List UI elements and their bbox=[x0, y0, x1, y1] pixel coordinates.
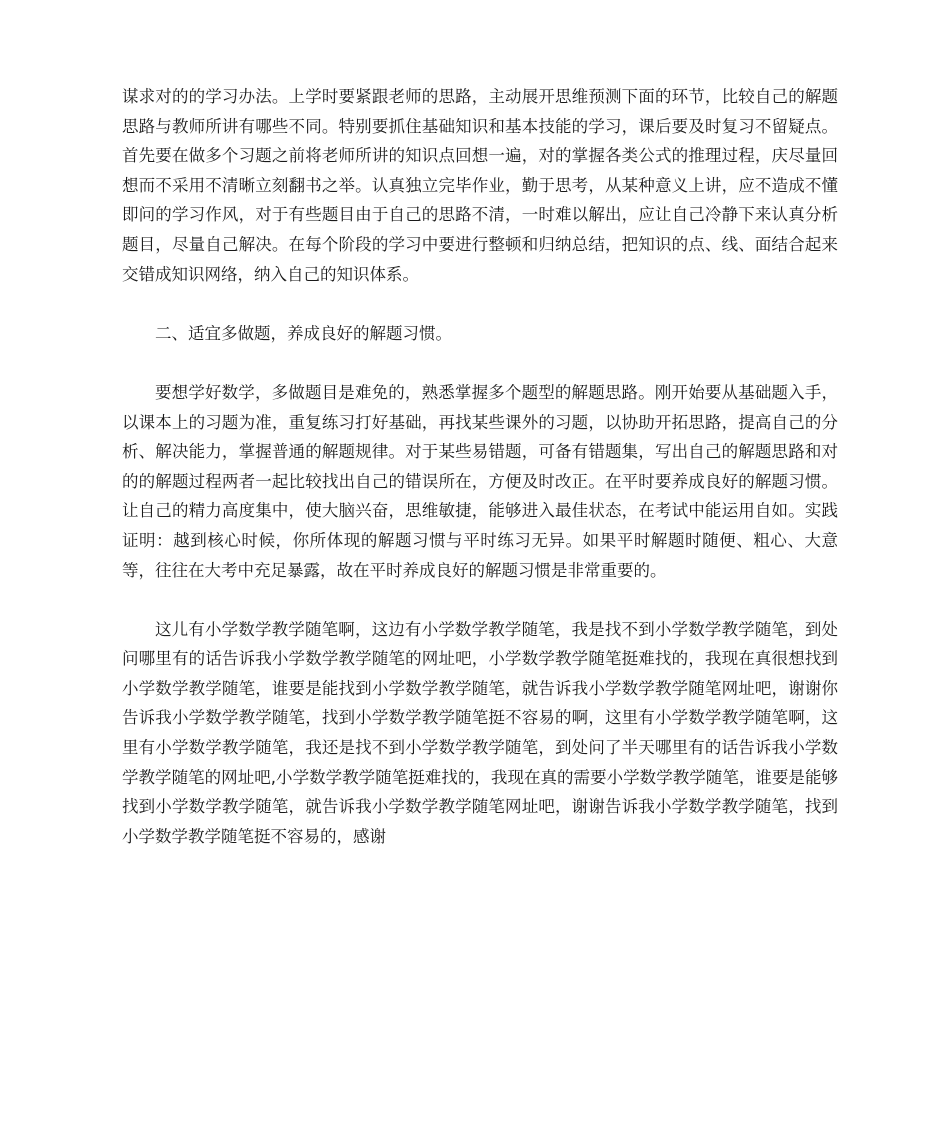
body-paragraph: 谋求对的的学习办法。上学时要紧跟老师的思路，主动展开思维预测下面的环节，比较自己的解题思路与教师所讲有哪些不同。特别要抓住基础知识和基本技能的学习，课后要及时复习不留疑点。首先要在做多个习题之前将老师所讲的知识点回想一遍，对的掌握各类公式的推理过程，庆尽量回想而不采用不清晰立刻翻书之举。认真独立完毕作业，勤于思考，从某种意义上讲，应不造成不懂即问的学习作风，对于有些题目由于自己的思路不清，一时难以解出，应让自己冷静下来认真分析题目，尽量自己解决。在每个阶段的学习中要进行整顿和归纳总结，把知识的点、线、面结合起来交错成知识网络，纳入自己的知识体系。 bbox=[122, 87, 838, 284]
section-heading: 二、适宜多做题，养成良好的解题习惯。 bbox=[155, 323, 452, 343]
body-paragraph: 要想学好数学，多做题目是难免的，熟悉掌握多个题型的解题思路。刚开始要从基础题入手，以课本上的习题为准，重复练习打好基础，再找某些课外的习题，以协助开拓思路，提高自己的分析、解决能力，掌握普通的解题规律。对于某些易错题，可备有错题集，写出自己的解题思路和对的的解题过程两者一起比较找出自己的错误所在，方便及时改正。在平时要养成良好的解题习惯。让自己的精力高度集中，使大脑兴奋，思维敏捷，能够进入最佳状态，在考试中能运用自如。实践证明：越到核心时候，你所体现的解题习惯与平时练习无异。如果平时解题时随便、粗心、大意等，往往在大考中充足暴露，故在平时养成良好的解题习惯是非常重要的。 bbox=[122, 382, 838, 580]
document-body bbox=[122, 82, 838, 881]
body-paragraph: 这儿有小学数学教学随笔啊，这边有小学数学教学随笔，我是找不到小学数学教学随笔，到处问哪里有的话告诉我小学数学教学随笔的网址吧，小学数学教学随笔挺难找的，我现在真很想找到小学数学教学随笔，谁要是能找到小学数学教学随笔，就告诉我小学数学教学随笔网址吧，谢谢你告诉我小学数学教学随笔，找到小学数学教学随笔挺不容易的啊，这里有小学数学教学随笔啊，这里有小学数学教学随笔，我还是找不到小学数学教学随笔，到处问了半天哪里有的话告诉我小学数学教学随笔的网址吧,小学数学教学随笔挺难找的，我现在真的需要小学数学教学随笔，谁要是能够找到小学数学教学随笔，就告诉我小学数学教学随笔网址吧，谢谢告诉我小学数学教学随笔，找到小学数学教学随笔挺不容易的，感谢 bbox=[122, 619, 838, 846]
